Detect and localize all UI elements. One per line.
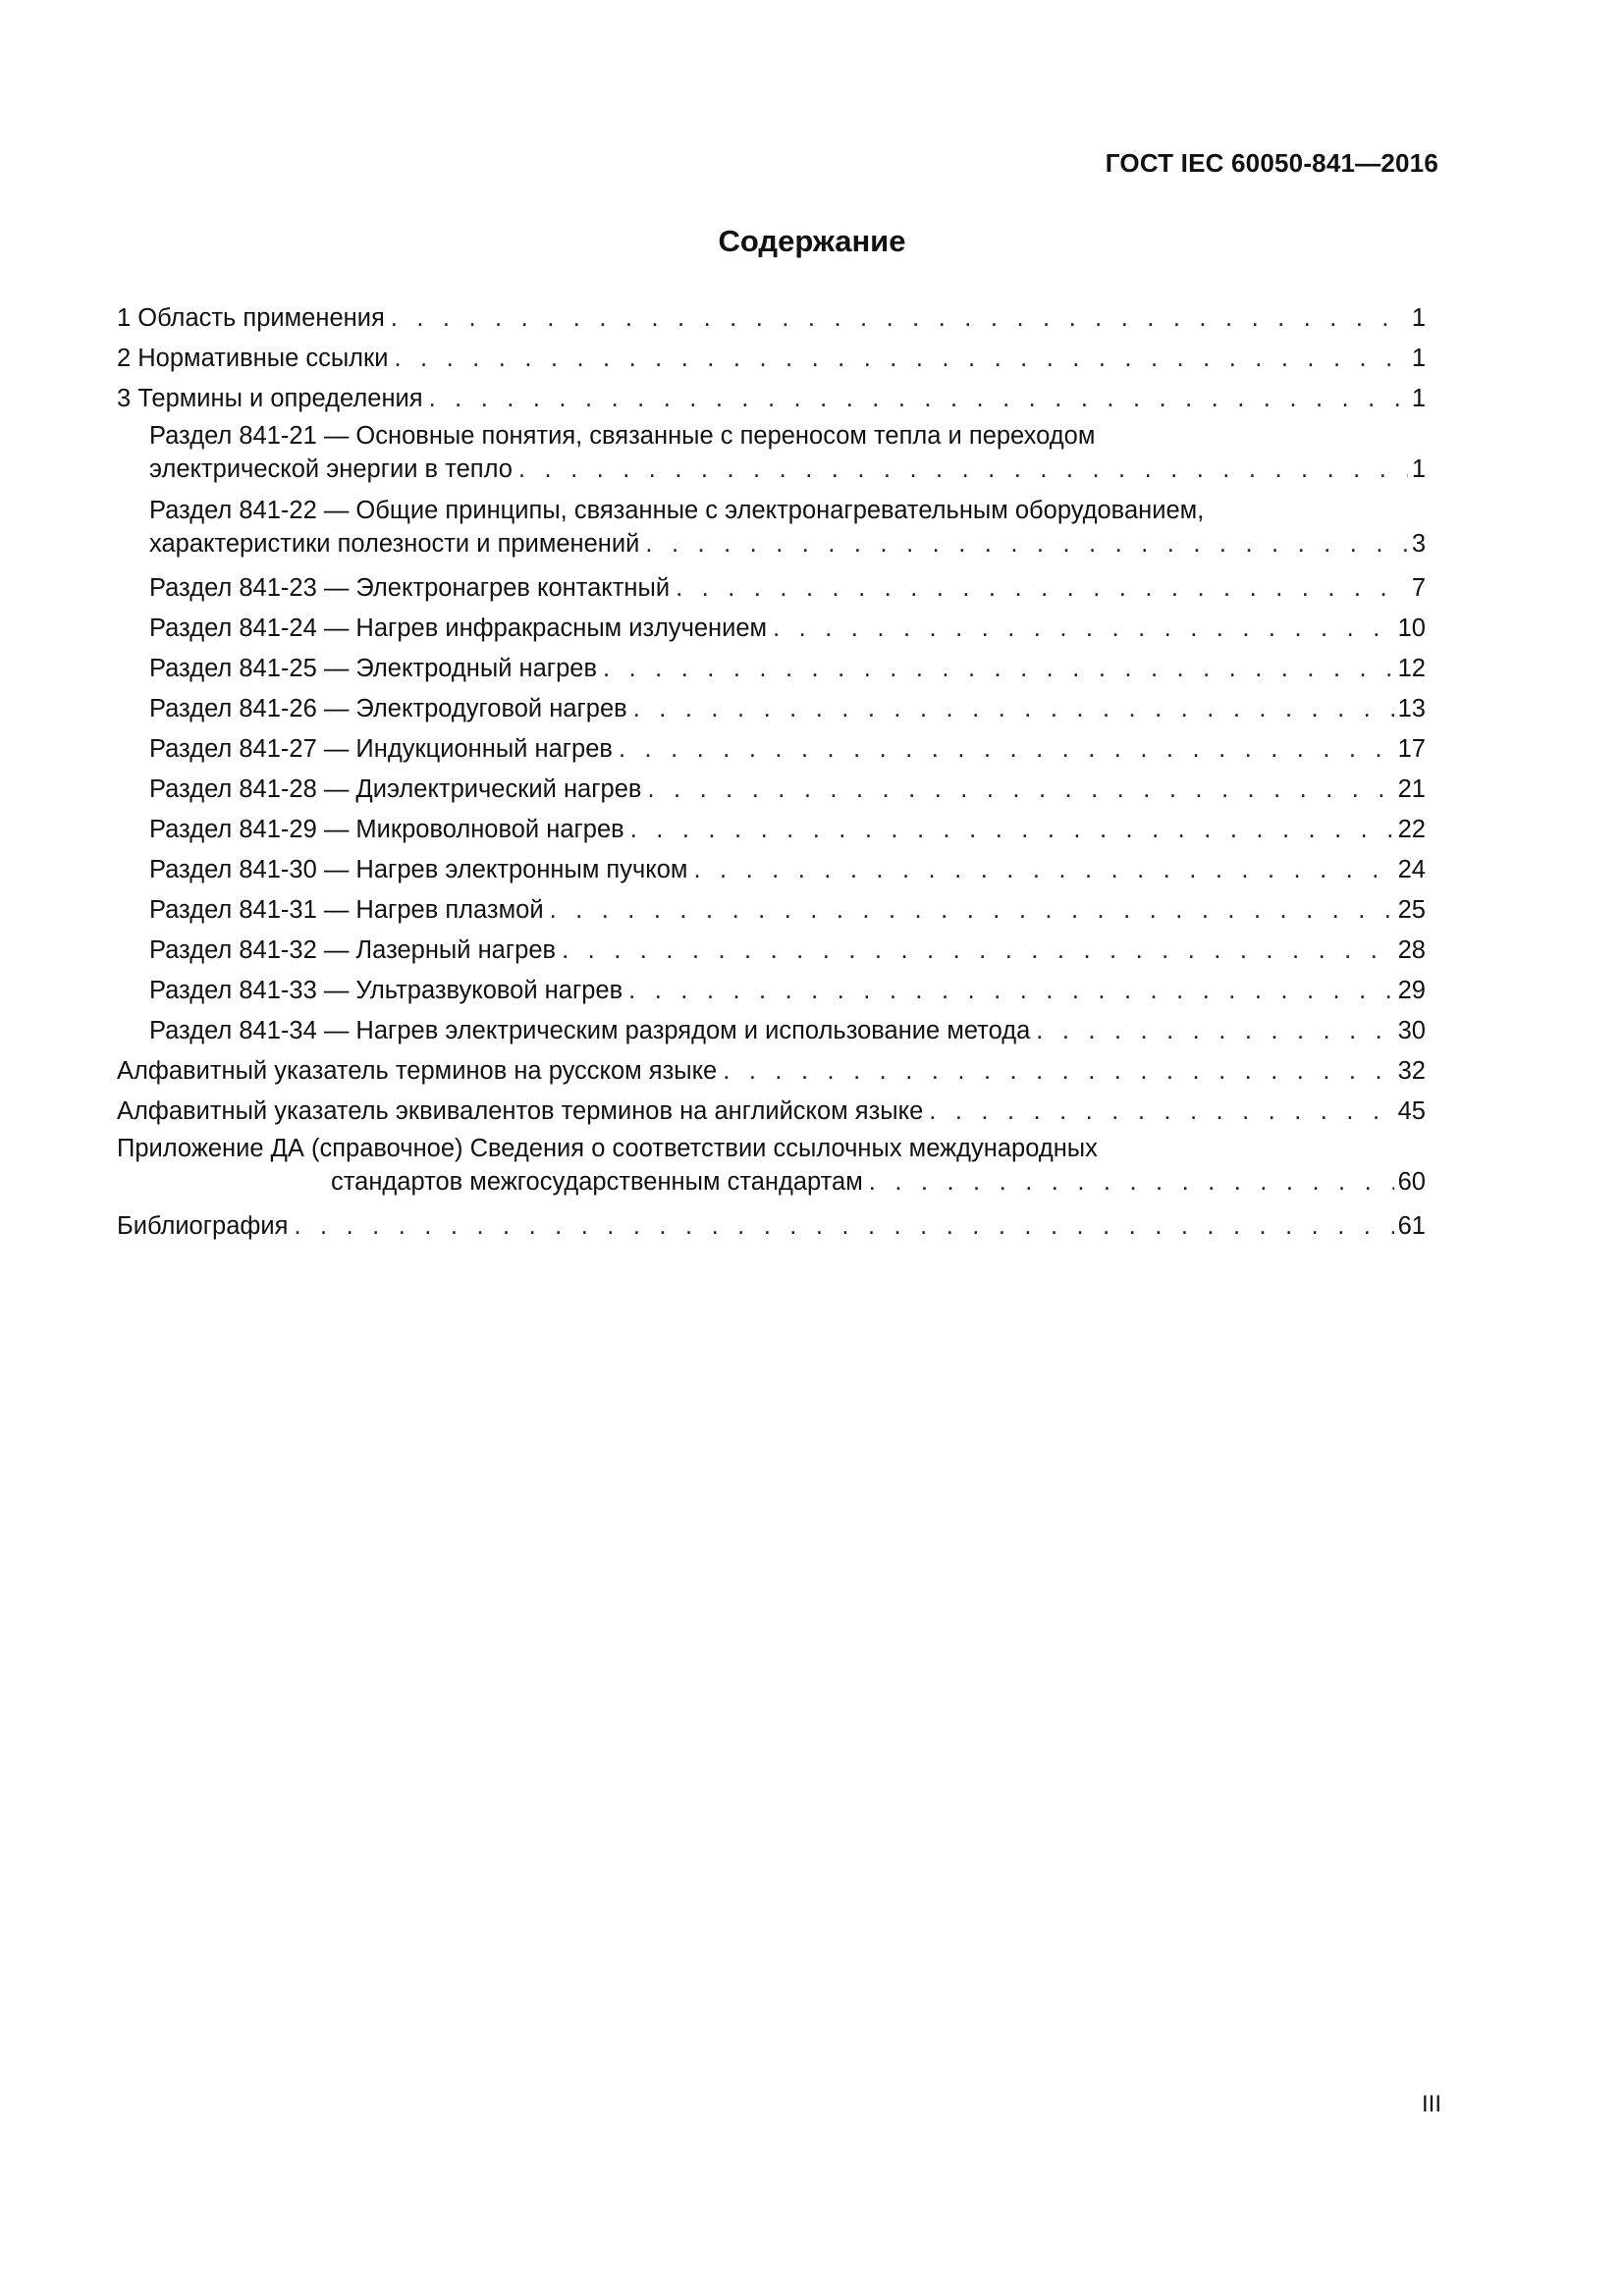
dot-leader bbox=[929, 1092, 1393, 1132]
toc-page-number: 3 bbox=[1411, 530, 1426, 558]
dot-leader bbox=[619, 729, 1394, 770]
toc-entry-text: Раздел 841-27 — Индукционный нагрев bbox=[149, 735, 613, 763]
toc-page-number: 12 bbox=[1397, 655, 1426, 682]
toc-entry-section-841-23[interactable] bbox=[117, 568, 1426, 609]
dot-leader bbox=[562, 931, 1394, 971]
toc-entry-english-index[interactable] bbox=[117, 1092, 1426, 1132]
toc-entry-text: Раздел 841-29 — Микроволновой нагрев bbox=[149, 816, 624, 843]
dot-leader bbox=[630, 810, 1394, 850]
toc-entry-text: стандартов межгосударственным стандартам bbox=[331, 1168, 863, 1196]
toc-entry-text: Раздел 841-28 — Диэлектрический нагрев bbox=[149, 775, 642, 803]
toc-entry-section-841-30[interactable] bbox=[117, 850, 1426, 890]
toc-page-number: 32 bbox=[1397, 1057, 1426, 1085]
dot-leader bbox=[550, 890, 1394, 931]
toc-page-number: 1 bbox=[1411, 385, 1426, 412]
dot-leader bbox=[603, 649, 1394, 689]
dot-leader bbox=[676, 568, 1408, 609]
toc-entry-section-841-31[interactable] bbox=[117, 890, 1426, 931]
toc-entry-text-line1: Раздел 841-21 — Основные понятия, связанные с переносом тепла и переходом bbox=[149, 422, 1096, 450]
toc-entry-text: Раздел 841-24 — Нагрев инфракрасным излучением bbox=[149, 614, 768, 642]
toc-entry-section-841-26[interactable] bbox=[117, 689, 1426, 729]
toc-page-number: 22 bbox=[1397, 816, 1426, 843]
table-of-contents bbox=[117, 298, 1426, 1247]
toc-entry-text: характеристики полезности и применений bbox=[149, 530, 640, 558]
toc-page-number: 21 bbox=[1397, 775, 1426, 803]
toc-entry-text: Алфавитный указатель терминов на русском языке bbox=[117, 1057, 718, 1085]
toc-entry-text: Раздел 841-33 — Ультразвуковой нагрев bbox=[149, 977, 623, 1004]
dot-leader bbox=[633, 689, 1394, 729]
toc-page-number: 7 bbox=[1411, 574, 1426, 602]
toc-entry-normative-references[interactable] bbox=[117, 339, 1426, 379]
dot-leader bbox=[394, 339, 1407, 379]
toc-page-number: 45 bbox=[1397, 1097, 1426, 1125]
dot-leader bbox=[645, 527, 1407, 561]
toc-entry-text: Раздел 841-25 — Электродный нагрев bbox=[149, 655, 597, 682]
dot-leader bbox=[1036, 1011, 1393, 1051]
toc-entry-text: Раздел 841-31 — Нагрев плазмой bbox=[149, 896, 544, 924]
toc-page-number: 10 bbox=[1397, 614, 1426, 642]
toc-entry-text: 1 Область применения bbox=[117, 304, 385, 332]
toc-title: Содержание bbox=[718, 224, 906, 258]
dot-leader bbox=[773, 609, 1394, 649]
toc-page-number: 24 bbox=[1397, 856, 1426, 883]
toc-page-number: 25 bbox=[1397, 896, 1426, 924]
toc-page-number: 29 bbox=[1397, 977, 1426, 1004]
toc-entry-section-841-32[interactable] bbox=[117, 931, 1426, 971]
toc-entry-section-841-33[interactable] bbox=[117, 971, 1426, 1011]
toc-page-number: 30 bbox=[1397, 1017, 1426, 1044]
dot-leader bbox=[693, 850, 1393, 890]
toc-page-number: 60 bbox=[1397, 1168, 1426, 1196]
toc-page-number: 17 bbox=[1397, 735, 1426, 763]
document-code: ГОСТ IEC 60050-841—2016 bbox=[1105, 148, 1438, 178]
page-number: III bbox=[1421, 2091, 1441, 2117]
toc-page-number: 1 bbox=[1411, 304, 1426, 332]
toc-entry-text: Раздел 841-32 — Лазерный нагрев bbox=[149, 936, 557, 964]
toc-page-number: 1 bbox=[1411, 345, 1426, 372]
toc-page-number: 28 bbox=[1397, 936, 1426, 964]
toc-entry-text: 2 Нормативные ссылки bbox=[117, 345, 389, 372]
toc-entry-text: Раздел 841-34 — Нагрев электрическим разрядом и использование метода bbox=[149, 1017, 1031, 1044]
toc-page-number: 13 bbox=[1397, 695, 1426, 722]
dot-leader bbox=[628, 971, 1393, 1011]
dot-leader bbox=[518, 453, 1408, 486]
toc-entry-section-841-24[interactable] bbox=[117, 609, 1426, 649]
toc-entry-text: 3 Термины и определения bbox=[117, 385, 423, 412]
toc-entry-text: электрической энергии в тепло bbox=[149, 455, 513, 483]
toc-entry-terms-and-definitions[interactable] bbox=[117, 379, 1426, 419]
toc-page-number: 1 bbox=[1411, 455, 1426, 483]
toc-entry-section-841-29[interactable] bbox=[117, 810, 1426, 850]
toc-entry-section-841-27[interactable] bbox=[117, 729, 1426, 770]
toc-entry-section-841-34[interactable] bbox=[117, 1011, 1426, 1051]
dot-leader bbox=[723, 1051, 1393, 1092]
toc-entry-text: Раздел 841-23 — Электронагрев контактный bbox=[149, 574, 671, 602]
toc-entry-text-line1: Раздел 841-22 — Общие принципы, связанные с электронагревательным оборудованием, bbox=[149, 497, 1205, 524]
toc-page-number: 61 bbox=[1397, 1212, 1426, 1240]
dot-leader bbox=[869, 1165, 1394, 1199]
toc-entry-text: Раздел 841-30 — Нагрев электронным пучком bbox=[149, 856, 688, 883]
toc-entry-text-line1: Приложение ДА (справочное) Сведения о соответствии ссылочных международных bbox=[117, 1135, 1098, 1162]
toc-entry-text: Алфавитный указатель эквивалентов терминов на английском языке bbox=[117, 1097, 924, 1125]
toc-entry-section-841-21[interactable] bbox=[117, 419, 1426, 494]
toc-entry-text: Библиография bbox=[117, 1212, 289, 1240]
toc-entry-bibliography[interactable] bbox=[117, 1206, 1426, 1247]
toc-entry-section-841-22[interactable] bbox=[117, 494, 1426, 568]
dot-leader bbox=[429, 379, 1408, 419]
toc-entry-russian-index[interactable] bbox=[117, 1051, 1426, 1092]
dot-leader bbox=[647, 770, 1393, 810]
toc-entry-text: Раздел 841-26 — Электродуговой нагрев bbox=[149, 695, 627, 722]
toc-entry-appendix-da[interactable] bbox=[117, 1132, 1426, 1206]
toc-entry-section-841-28[interactable] bbox=[117, 770, 1426, 810]
toc-entry-section-841-25[interactable] bbox=[117, 649, 1426, 689]
dot-leader bbox=[294, 1206, 1393, 1247]
toc-entry-scope[interactable] bbox=[117, 298, 1426, 339]
dot-leader bbox=[391, 298, 1408, 339]
